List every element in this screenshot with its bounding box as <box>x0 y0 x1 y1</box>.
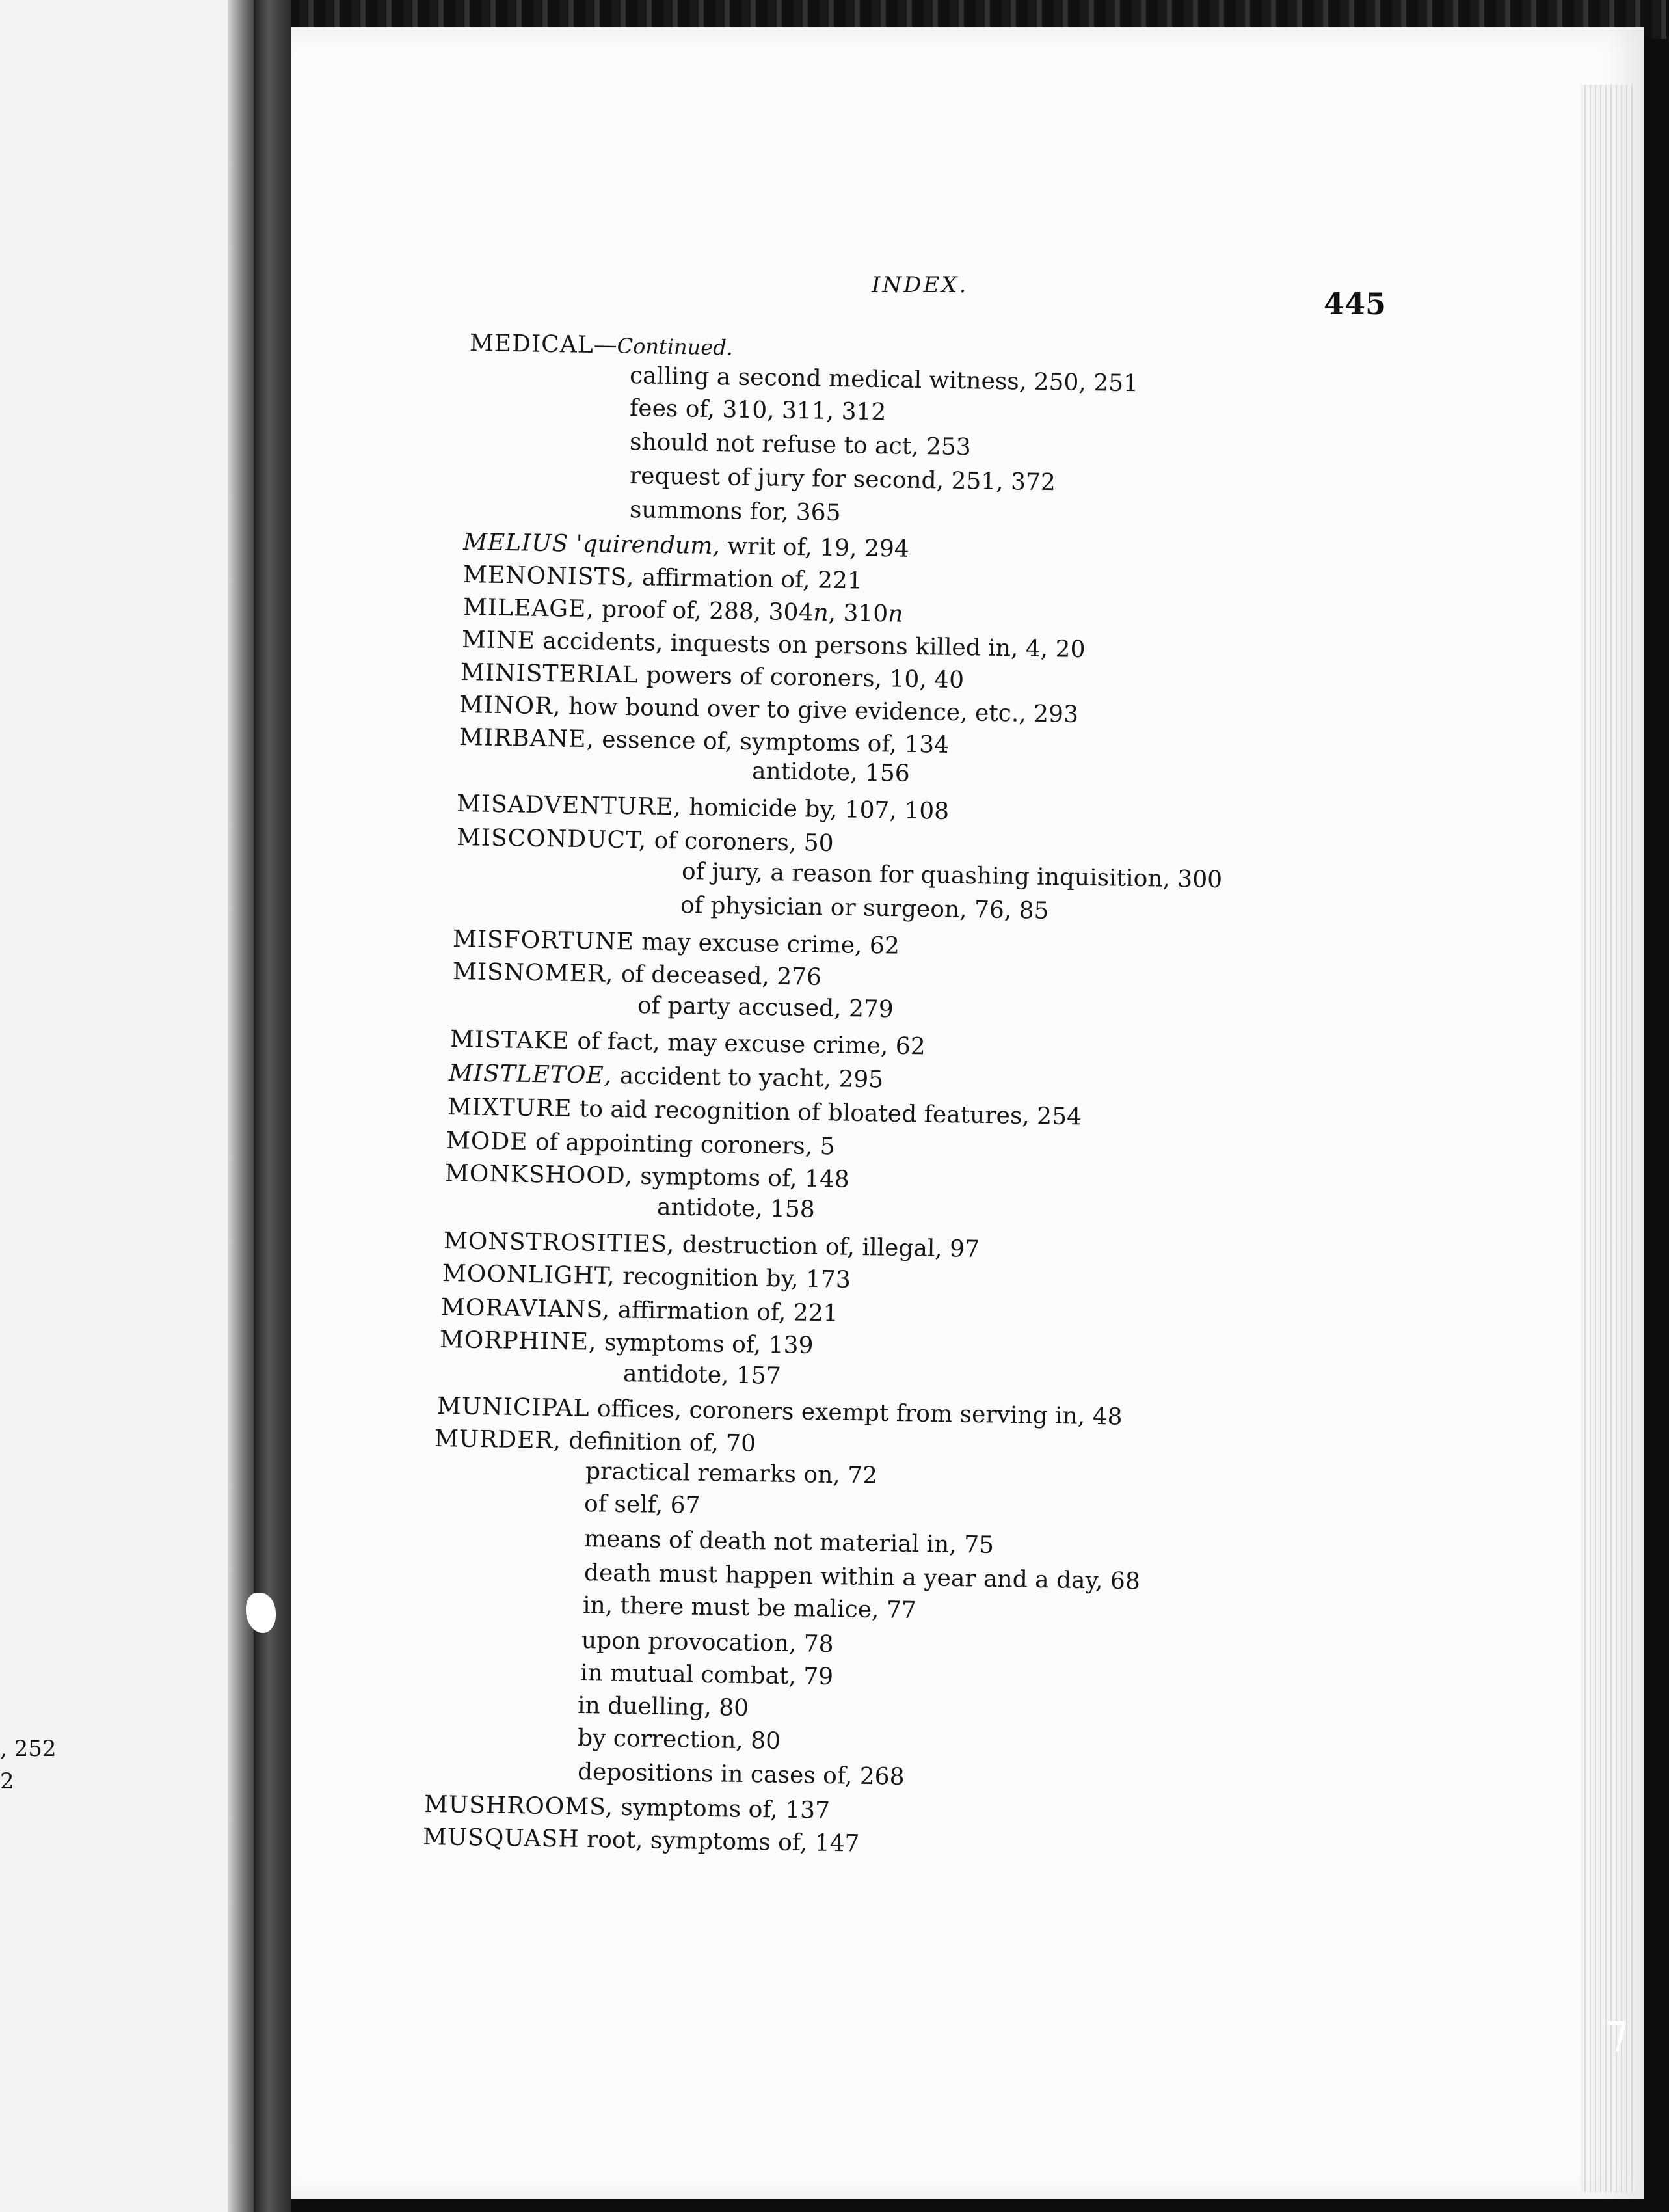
index-subentry <box>578 1758 905 1792</box>
entry-text: calling a second medical witness, 250, 251 <box>629 362 1139 398</box>
index-subentry <box>682 857 1223 895</box>
entry-heading: MONKSHOOD, <box>444 1160 634 1190</box>
index-entry <box>440 1326 814 1360</box>
entry-heading: MINE <box>461 627 536 654</box>
entry-text: depositions in cases of, 268 <box>577 1759 905 1790</box>
note-marker: n <box>813 599 829 627</box>
entry-heading: MELIUS <box>462 529 569 558</box>
entry-heading: MINISTERIAL <box>460 659 639 689</box>
index-entry <box>444 1227 980 1264</box>
entry-text: accident to yacht, 295 <box>611 1062 884 1094</box>
index-entry <box>462 626 1086 664</box>
entry-text: in, there must be malice, 77 <box>582 1592 917 1625</box>
entry-text: proof of, 288, 304 <box>594 596 814 627</box>
entry-text: destruction of, illegal, 97 <box>674 1231 980 1263</box>
entry-text: may excuse crime, 62 <box>634 928 900 960</box>
entry-heading: MOONLIGHT, <box>442 1260 616 1290</box>
entry-text: of coroners, 50 <box>646 827 834 857</box>
index-entry <box>423 1823 860 1859</box>
index-subentry <box>578 1724 781 1756</box>
index-entry <box>463 593 903 629</box>
index-subentry <box>581 1626 834 1659</box>
entry-text: antidote, 157 <box>622 1360 782 1390</box>
entry-text: homicide by, 107, 108 <box>681 794 950 825</box>
entry-heading: MIXTURE <box>447 1094 572 1123</box>
entry-text: upon provocation, 78 <box>581 1627 834 1658</box>
entry-text: fees of, 310, 311, 312 <box>629 395 887 426</box>
index-entry <box>447 1093 1082 1131</box>
index-entry <box>457 790 950 826</box>
entry-text: symptoms of, 137 <box>613 1794 831 1824</box>
entry-text: summons for, 365 <box>629 496 841 527</box>
index-entry <box>453 925 900 961</box>
index-subentry <box>623 1360 781 1391</box>
entry-text: in mutual combat, 79 <box>580 1660 834 1691</box>
index-subentry <box>585 1457 878 1490</box>
index-subentry <box>584 1559 1140 1596</box>
left-page-fragment: , 252 <box>0 1736 57 1762</box>
note-marker: n <box>887 600 903 628</box>
index-subentry <box>584 1490 701 1520</box>
entry-heading: MODE <box>446 1127 528 1155</box>
scan-mark: ⁊ <box>1605 2004 1628 2057</box>
entry-text: request of jury for second, 251, 372 <box>629 463 1056 496</box>
index-subentry <box>630 496 841 528</box>
entry-text: antidote, 156 <box>751 758 911 787</box>
entry-heading: MORPHINE, <box>439 1327 597 1356</box>
page-number: 445 <box>1324 286 1387 321</box>
index-subentry <box>583 1591 916 1625</box>
entry-heading: MIRBANE, <box>459 724 595 753</box>
index-entry <box>459 723 950 760</box>
entry-text: by correction, 80 <box>577 1725 781 1755</box>
index-subentry <box>637 991 894 1024</box>
index-entry <box>437 1392 1123 1432</box>
entry-heading: MISFORTUNE <box>452 926 635 956</box>
entry-heading: MUSHROOMS, <box>423 1791 614 1821</box>
index-entry <box>424 1790 831 1826</box>
index-subentry <box>657 1193 815 1224</box>
index-entry <box>446 1127 835 1161</box>
entry-text: accidents, inquests on persons killed in, 4, 20 <box>535 627 1086 664</box>
index-entry <box>459 691 1079 729</box>
entry-text: affirmation of, 221 <box>634 564 863 595</box>
index-entry <box>463 528 909 564</box>
entry-text: recognition by, 173 <box>615 1263 851 1293</box>
entry-heading: MEDICAL <box>469 330 594 358</box>
entry-text: affirmation of, 221 <box>609 1297 838 1327</box>
entry-text: how bound over to give evidence, etc., 293 <box>561 693 1079 728</box>
index-entry <box>450 1025 926 1061</box>
entry-text: of deceased, 276 <box>613 960 822 991</box>
entry-text: essence of, symptoms of, 134 <box>594 726 950 759</box>
entry-text: root, symptoms of, 147 <box>579 1826 860 1857</box>
entry-text: of party accused, 279 <box>637 992 894 1023</box>
index-subentry <box>630 394 887 427</box>
entry-heading: MINOR, <box>459 692 561 720</box>
index-entry <box>445 1159 849 1194</box>
entry-heading: MISTLETOE, <box>448 1060 613 1089</box>
entry-text: of jury, a reason for quashing inquisition, 300 <box>681 858 1223 894</box>
index-entry <box>470 329 734 362</box>
entry-text: definition of, 70 <box>561 1427 756 1457</box>
entry-text: should not refuse to act, 253 <box>629 429 972 461</box>
index-entry <box>442 1260 851 1295</box>
entry-heading: MUSQUASH <box>422 1824 580 1853</box>
entry-text: death must happen within a year and a day, 68 <box>583 1559 1141 1595</box>
index-entry <box>461 658 965 695</box>
running-head: INDEX. <box>872 272 968 298</box>
entry-heading: MURDER, <box>434 1425 562 1455</box>
index-subentry <box>580 1659 834 1692</box>
index-subentry <box>584 1525 995 1560</box>
entry-text: practical remarks on, 72 <box>585 1458 878 1490</box>
entry-text: in duelling, 80 <box>577 1692 749 1722</box>
entry-text: offices, coroners exempt from serving in, 48 <box>589 1395 1123 1431</box>
index-entry <box>441 1293 838 1329</box>
entry-text: writ of, 19, 294 <box>719 533 910 563</box>
index-subentry <box>630 428 971 462</box>
entry-heading: MUNICIPAL <box>436 1393 590 1422</box>
entry-text: powers of coroners, 10, 40 <box>638 662 965 694</box>
entry-dash: — <box>593 331 617 359</box>
entry-heading: MISTAKE <box>449 1026 570 1055</box>
entry-text: of self, 67 <box>583 1490 701 1519</box>
entry-italic-text: 'quirendum, <box>568 530 721 560</box>
index-subentry <box>630 362 1139 398</box>
index-entry <box>457 824 834 858</box>
entry-heading: MONSTROSITIES, <box>443 1228 675 1258</box>
entry-heading: MISNOMER, <box>452 958 614 988</box>
index-subentry <box>630 462 1056 497</box>
index-entry <box>449 1059 884 1094</box>
entry-heading: MILEAGE, <box>462 594 595 623</box>
entry-text: symptoms of, 139 <box>596 1329 814 1360</box>
left-page-fragment: 2 <box>0 1768 14 1794</box>
index-subentry <box>680 891 1049 926</box>
entry-text: , 310 <box>828 599 888 628</box>
index-subentry <box>752 757 910 789</box>
entry-heading: MORAVIANS, <box>440 1294 611 1324</box>
entry-text: to aid recognition of bloated features, 254 <box>572 1096 1082 1131</box>
entry-text: of physician or surgeon, 76, 85 <box>680 892 1049 924</box>
entry-text: means of death not material in, 75 <box>583 1526 995 1559</box>
index-entry <box>434 1425 756 1459</box>
index-entry <box>463 561 862 596</box>
entry-text: antidote, 158 <box>656 1194 816 1223</box>
entry-heading: MENONISTS, <box>462 561 635 591</box>
entry-text: symptoms of, 148 <box>632 1163 850 1193</box>
continued-label: Continued. <box>617 333 734 360</box>
entry-heading: MISADVENTURE, <box>456 790 682 821</box>
entry-text: of appointing coroners, 5 <box>527 1128 835 1161</box>
entry-text: of fact, may excuse crime, 62 <box>569 1027 926 1060</box>
index-entry <box>453 958 822 992</box>
index-subentry <box>578 1692 749 1723</box>
entry-heading: MISCONDUCT, <box>456 824 647 854</box>
